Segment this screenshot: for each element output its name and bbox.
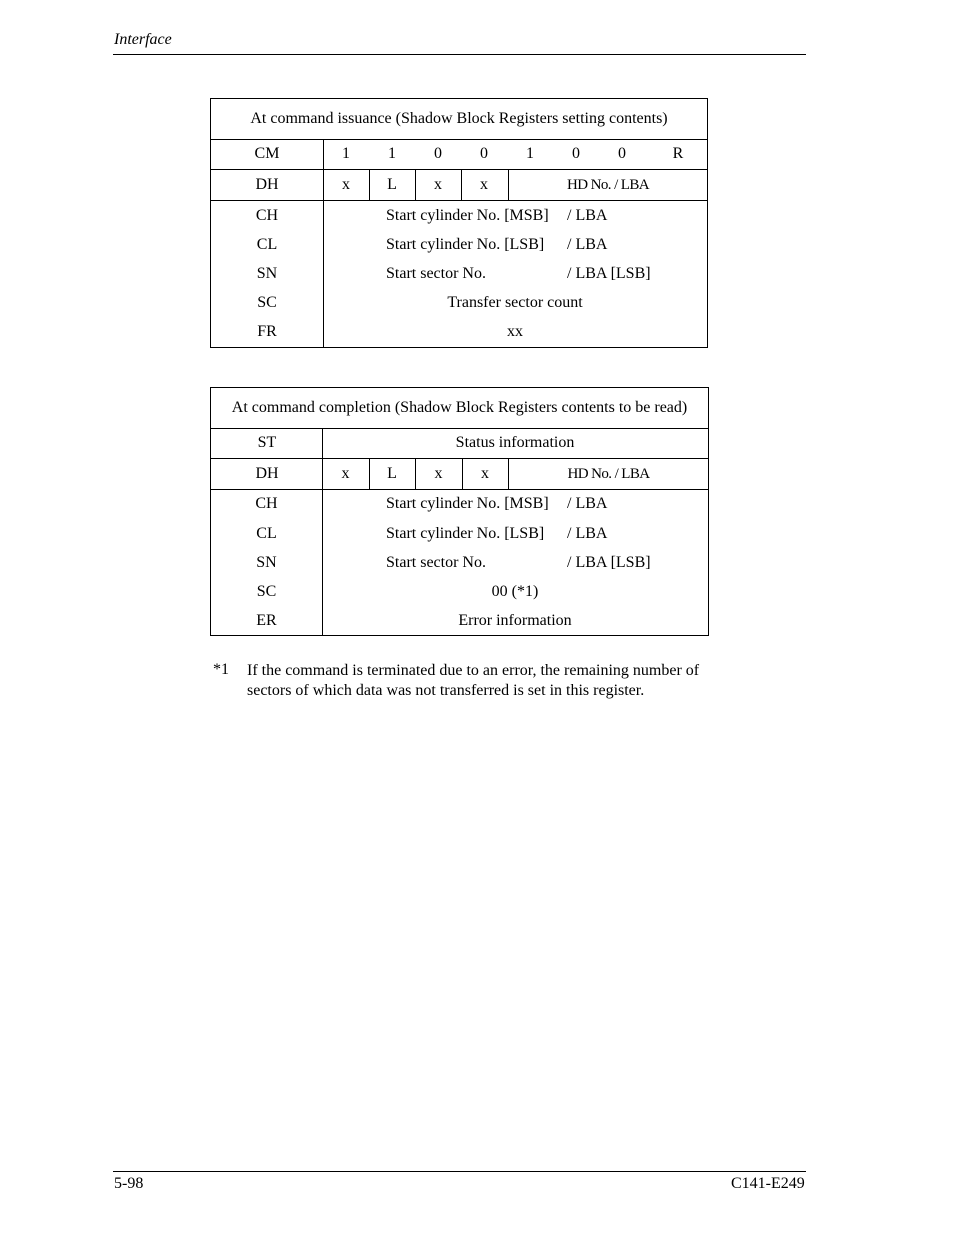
completion-er-label: ER: [256, 612, 277, 629]
completion-sn-label: SN: [256, 554, 277, 571]
cm-bit-1: 0: [618, 145, 626, 162]
completion-dh-bit-5: x: [434, 465, 443, 482]
completion-dh-bit-4: x: [481, 465, 489, 482]
completion-sc-label: SC: [256, 583, 277, 600]
completion-er-value: Error information: [458, 612, 572, 629]
page-number: 5-98: [114, 1175, 144, 1192]
st-label: ST: [257, 434, 277, 451]
ch-value: Start cylinder No. [MSB]: [386, 207, 549, 224]
completion-ch-label: CH: [255, 495, 278, 512]
fr-label: FR: [257, 323, 277, 340]
cl-label: CL: [256, 236, 278, 253]
st-value: Status information: [455, 434, 575, 451]
dh-bit-7: x: [342, 176, 350, 193]
issuance-table-title: At command issuance (Shadow Block Registers setting contents): [211, 99, 707, 140]
ch-lba: / LBA: [567, 207, 608, 224]
completion-table-title: At command completion (Shadow Block Registers contents to be read): [211, 388, 708, 429]
completion-ch-lba: / LBA: [567, 495, 608, 512]
cm-bit-6: 1: [388, 145, 396, 162]
cm-bit-4: 0: [480, 145, 488, 162]
completion-dh-bit-6: L: [387, 465, 397, 482]
completion-body: [211, 490, 708, 635]
completion-cl-label: CL: [256, 525, 277, 542]
completion-dh-bit-7: x: [341, 465, 350, 482]
sn-label: SN: [256, 265, 278, 282]
cm-bit-0: R: [672, 145, 684, 162]
dh-hd-lba: HD No. / LBA: [567, 177, 649, 193]
sn-lba: / LBA [LSB]: [567, 265, 651, 282]
cl-value: Start cylinder No. [LSB]: [386, 236, 545, 253]
cm-label: CM: [254, 145, 280, 162]
completion-cl-value: Start cylinder No. [LSB]: [386, 525, 545, 542]
sc-label: SC: [257, 294, 277, 311]
cl-lba: / LBA: [567, 236, 608, 253]
dh-label: DH: [255, 176, 279, 193]
cm-bit-3: 1: [526, 145, 534, 162]
dh-bit-5: x: [434, 176, 442, 193]
completion-sn-value: Start sector No.: [386, 554, 486, 571]
completion-sn-lba: / LBA [LSB]: [567, 554, 651, 571]
running-header: Interface: [114, 31, 172, 48]
document-number: C141-E249: [731, 1175, 805, 1192]
cm-bit-5: 0: [434, 145, 442, 162]
completion-sc-value: 00 (*1): [491, 583, 539, 600]
fr-value: xx: [507, 323, 523, 340]
ch-label: CH: [255, 207, 279, 224]
footer-rule: [113, 1171, 806, 1172]
completion-ch-value: Start cylinder No. [MSB]: [386, 495, 549, 512]
cm-row: [211, 139, 707, 170]
issuance-register-table: [210, 98, 708, 348]
footnote-text: If the command is terminated due to an error, the remaining number of sectors of which data was not transferred is set in this register.: [247, 662, 700, 699]
sn-value: Start sector No.: [386, 265, 486, 282]
dh-row: [211, 170, 707, 201]
dh-bit-4: x: [480, 176, 488, 193]
completion-dh-label: DH: [255, 465, 279, 482]
st-row: [211, 428, 708, 459]
completion-cl-lba: / LBA: [567, 525, 608, 542]
completion-dh-hd-lba: HD No. / LBA: [567, 466, 650, 482]
issuance-body: [211, 201, 707, 347]
completion-dh-row: [211, 459, 708, 490]
header-rule: [113, 54, 806, 55]
cm-bit-7: 1: [342, 145, 350, 162]
dh-bit-6: L: [387, 176, 397, 193]
completion-register-table: [210, 387, 709, 636]
sc-value: Transfer sector count: [447, 294, 583, 311]
footnote-marker: *1: [213, 661, 229, 678]
cm-bit-2: 0: [572, 145, 580, 162]
